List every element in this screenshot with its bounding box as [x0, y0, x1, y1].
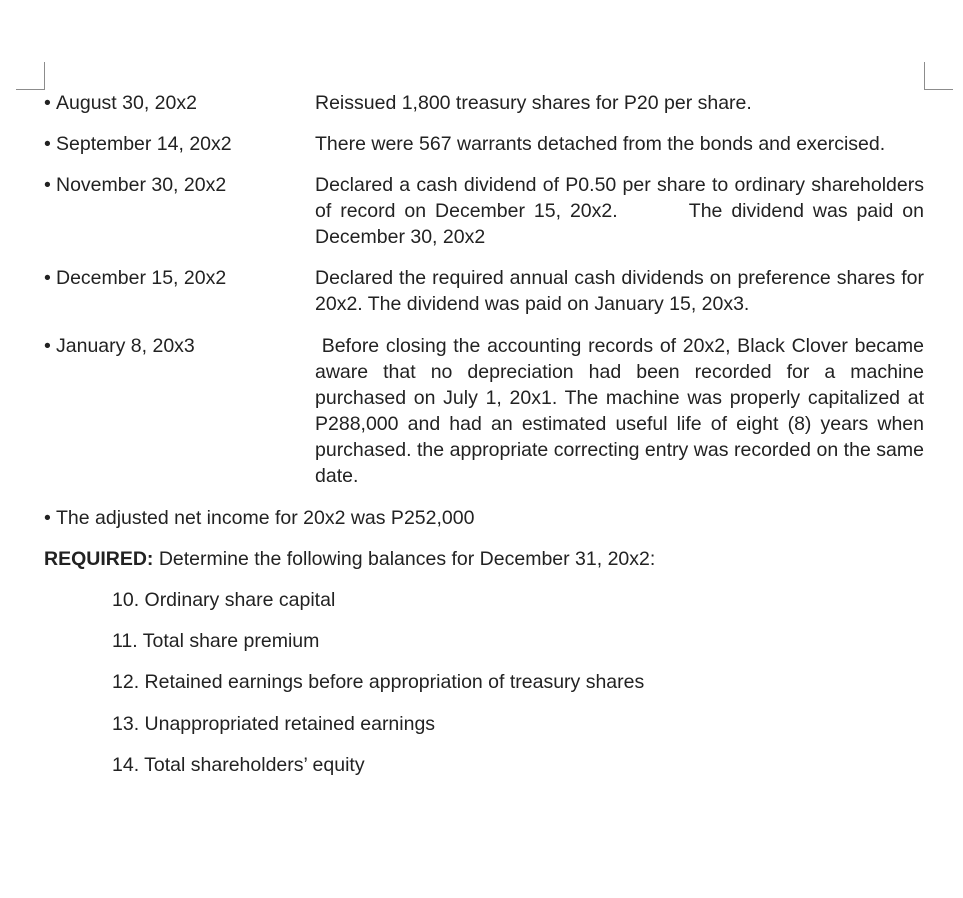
list-item: 13. Unappropriated retained earnings — [112, 712, 436, 735]
required-list — [112, 587, 644, 793]
entry-description: Reissued 1,800 treasury shares for P20 per share. — [315, 92, 752, 114]
entry-date: • November 30, 20x2 — [44, 174, 227, 196]
list-item: 12. Retained earnings before appropriation of treasury shares — [112, 671, 645, 694]
list-item: 10. Ordinary share capital — [112, 589, 336, 611]
entry-date: • January 8, 20x3 — [44, 335, 195, 357]
entry-description: Before closing the accounting records of 20x2, Black Clover became aware that no depreciation had been recorded for a machine purchased on July 1, 20x1. The machine was properly capitalized at P288,000 and had an estimated useful life of eight (8) years when purchased. the appropriate correcting entry was recorded on the same date. — [315, 335, 930, 487]
required-heading — [44, 546, 655, 572]
entry-date: • August 30, 20x2 — [44, 92, 197, 114]
entry-description: There were 567 warrants detached from the bonds and exercised. — [315, 133, 886, 155]
entry-date: • December 15, 20x2 — [44, 267, 227, 289]
bullet-icon: • — [44, 507, 51, 529]
margin-corner-right — [924, 62, 953, 90]
entry-description: Declared the required annual cash dividends on preference shares for 20x2. The dividend was paid on January 15, 20x3. — [315, 267, 924, 315]
bullet-icon: • — [44, 133, 51, 155]
list-item: 11. Total share premium — [112, 630, 320, 653]
bullet-icon: • — [44, 267, 51, 289]
list-item: 14. Total shareholders’ equity — [112, 753, 365, 776]
bullet-icon: • — [44, 92, 51, 114]
required-text: Determine the following balances for December 31, 20x2: — [153, 548, 656, 570]
entry-description: Declared a cash dividend of P0.50 per share to ordinary shareholders of record on December 15, 20x2. The dividend was paid on December 30, 20x2 — [315, 174, 930, 248]
entry-date: • September 14, 20x2 — [44, 133, 232, 155]
bullet-icon: • — [44, 335, 51, 357]
margin-corner-left — [16, 62, 45, 90]
adjusted-net-income-note: • The adjusted net income for 20x2 was P252,000 — [44, 507, 475, 529]
bullet-icon: • — [44, 174, 51, 196]
required-label: REQUIRED: — [44, 548, 154, 570]
